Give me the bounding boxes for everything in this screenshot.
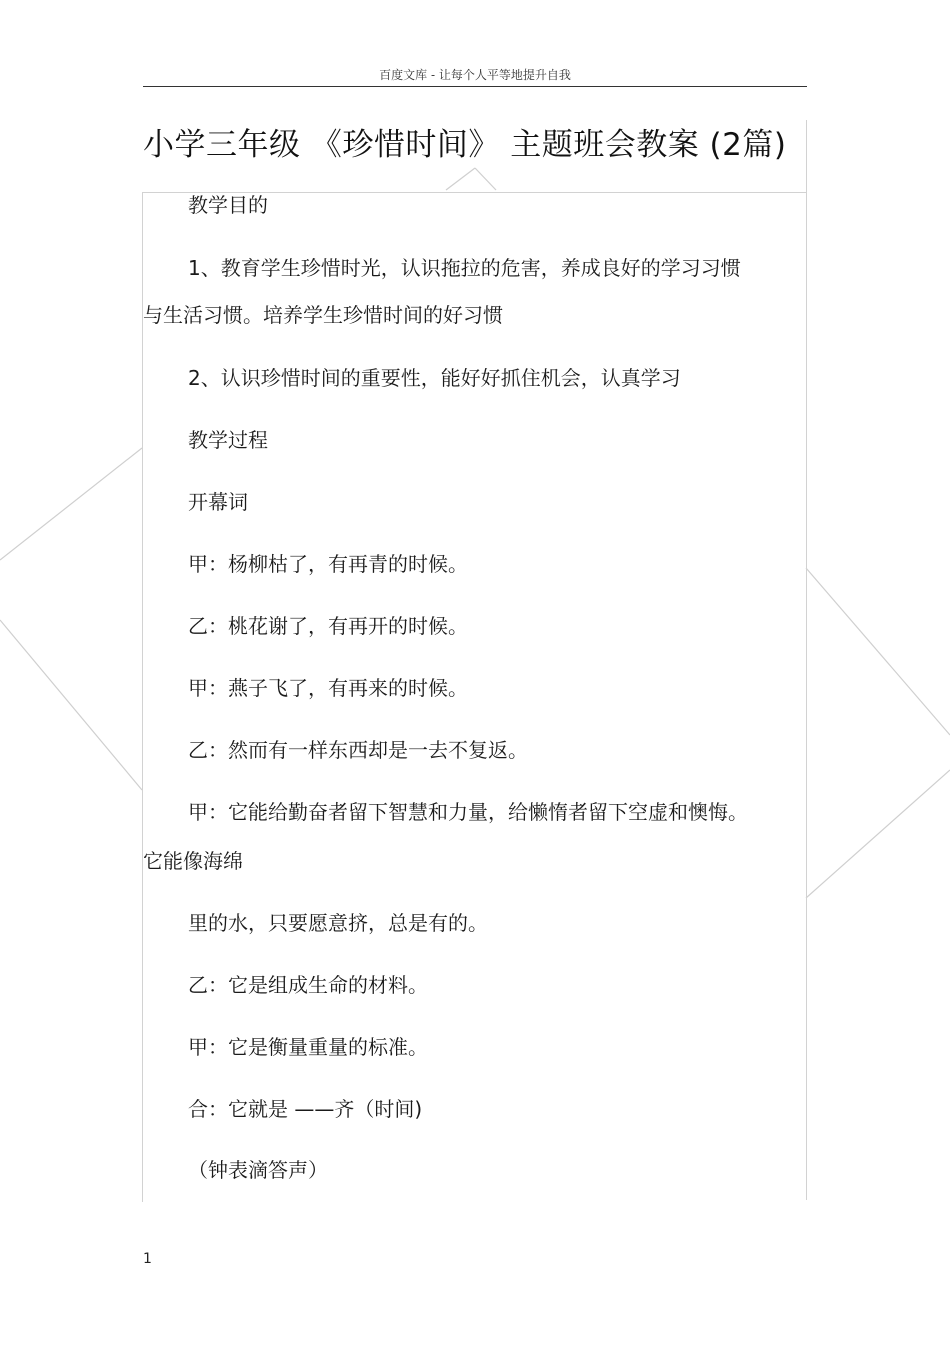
paragraph (143, 1023, 807, 1071)
header-divider (143, 86, 807, 87)
paragraph-text: 甲：杨柳枯了，有再青的时候。 (188, 552, 468, 576)
paragraph-text: 合：它就是 ——齐（时间) (188, 1097, 423, 1121)
paragraph (143, 602, 807, 650)
paragraph (143, 899, 807, 947)
page-number: 1 (143, 1251, 152, 1267)
paragraph (143, 726, 807, 774)
paragraph (143, 788, 807, 836)
paragraph (143, 664, 807, 712)
paragraph-text: 教学过程 (188, 428, 268, 452)
paragraph (143, 1146, 807, 1194)
paragraph-continuation (143, 291, 807, 339)
paragraph-continuation-text: 它能像海绵 (143, 849, 243, 873)
paragraph-text: 2、认识珍惜时间的重要性，能好好抓住机会，认真学习 (188, 366, 681, 390)
paragraph-text: 1、教育学生珍惜时光，认识拖拉的危害，养成良好的学习习惯 (188, 256, 741, 280)
paragraph-text: 甲：它是衡量重量的标准。 (188, 1035, 428, 1059)
paragraph (143, 181, 807, 229)
paragraph (143, 478, 807, 526)
paragraph-text: 乙：然而有一样东西却是一去不复返。 (188, 738, 528, 762)
paragraph-text: 甲：燕子飞了，有再来的时候。 (188, 676, 468, 700)
paragraph-text: 乙：桃花谢了，有再开的时候。 (188, 614, 468, 638)
paragraph-continuation (143, 837, 807, 885)
paragraph-text: 教学目的 (188, 193, 268, 217)
paragraph (143, 961, 807, 1009)
page-header: 百度文库 - 让每个人平等地提升自我 (379, 68, 571, 82)
paragraph-continuation-text: 与生活习惯。培养学生珍惜时间的好习惯 (143, 303, 503, 327)
paragraph (143, 354, 807, 402)
paragraph-text: 乙：它是组成生命的材料。 (188, 973, 428, 997)
paragraph-text: 开幕词 (188, 490, 248, 514)
paragraph (143, 416, 807, 464)
paragraph-text: 甲：它能给勤奋者留下智慧和力量，给懒惰者留下空虚和懊悔。 (188, 800, 748, 824)
paragraph (143, 540, 807, 588)
paragraph (143, 1085, 807, 1133)
document-title: 小学三年级 《珍惜时间》 主题班会教案 (2篇) (143, 127, 787, 163)
paragraph-text: （钟表滴答声） (188, 1158, 328, 1182)
paragraph (143, 244, 807, 292)
paragraph-text: 里的水，只要愿意挤，总是有的。 (188, 911, 488, 935)
